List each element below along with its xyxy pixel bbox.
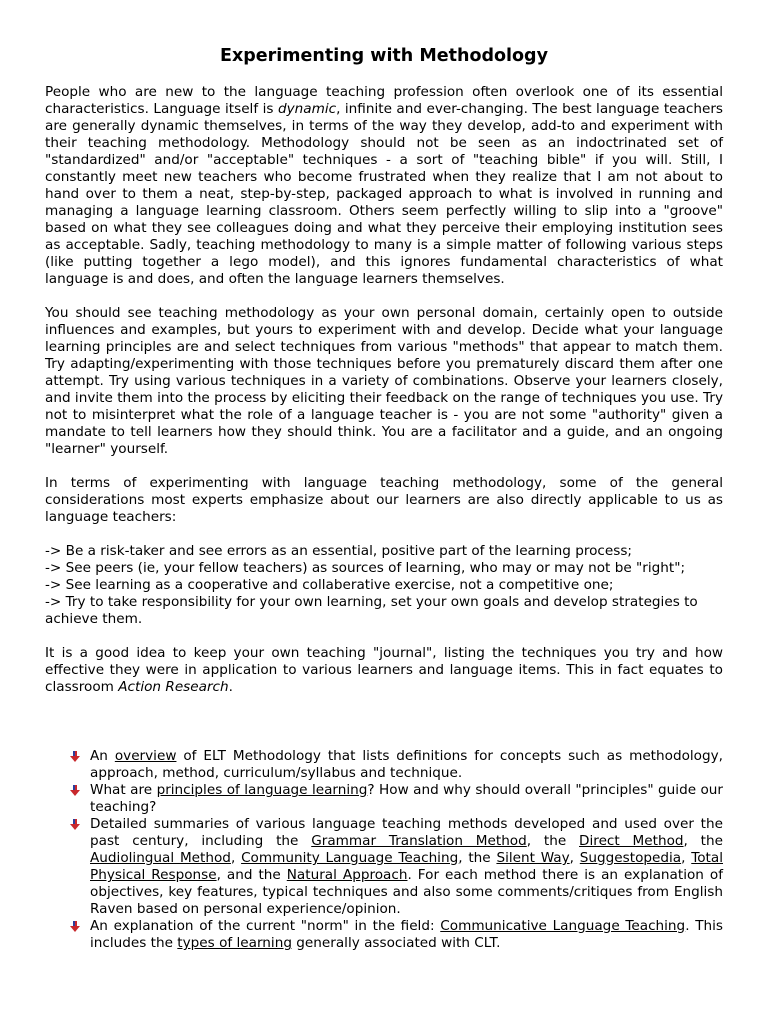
considerations-paragraph: In terms of experimenting with language teaching methodology, some of the general considerations most experts emphasize about our learners are also directly applicable to us as language teachers: bbox=[45, 475, 723, 525]
intro-paragraph bbox=[45, 84, 723, 288]
consideration-item: -> Try to take responsibility for your own learning, set your own goals and develop strategies to achieve them. bbox=[45, 594, 698, 627]
bullet-icon bbox=[69, 920, 81, 933]
separator-text: , bbox=[230, 850, 242, 866]
separator-text: , the bbox=[526, 833, 580, 849]
document-page bbox=[45, 0, 723, 952]
suggestopedia-link[interactable]: Suggestopedia bbox=[579, 850, 682, 866]
direct-method-link[interactable]: Direct Method bbox=[579, 833, 684, 849]
total-physical-response-link[interactable]: Total Physical Response bbox=[90, 850, 723, 883]
intro-emphasis: dynamic bbox=[277, 101, 337, 117]
natural-approach-link[interactable]: Natural Approach bbox=[286, 867, 408, 883]
item-text: generally associated with CLT. bbox=[291, 935, 501, 951]
page-title: Experimenting with Methodology bbox=[220, 46, 548, 66]
audiolingual-link[interactable]: Audiolingual Method bbox=[90, 850, 231, 866]
community-language-link[interactable]: Community Language Teaching bbox=[241, 850, 459, 866]
list-item bbox=[45, 816, 723, 918]
intro-text-end: , infinite and ever-changing. The best language teachers are generally dynamic themselves, in terms of the way they develop, add-to and experiment with their teaching methodology. Methodology should not be seen as an indoctrinated set of "standardized" and/or "acceptable" techniques - a sort of "teaching bible" if you will. Still, I constantly meet new teachers who become frustrated when they realize that I am not about to hand over to them a neat, step-by-step, packaged approach to what is involved in running and managing a language learning classroom. Others seem perfectly willing to slip into a "groove" based on what they see colleagues doing and what they perceive their employing institution sees as acceptable. Sadly, teaching methodology to many is a simple matter of following various steps (like putting together a lego model), and this ignores fundamental characteristics of what language is and does, and often the language learners themselves. bbox=[45, 101, 723, 287]
considerations-list bbox=[45, 543, 723, 628]
action-research-emphasis: Action Research bbox=[118, 679, 229, 695]
journal-text: It is a good idea to keep your own teaching "journal", listing the techniques you try and how effective they were in application to various learners and language items. This in fact equates to classroom bbox=[45, 645, 723, 695]
grammar-translation-link[interactable]: Grammar Translation Method bbox=[311, 833, 527, 849]
list-item bbox=[45, 918, 723, 952]
journal-text-end: . bbox=[228, 679, 233, 695]
clt-link[interactable]: Communicative Language Teaching bbox=[440, 918, 686, 934]
list-item bbox=[45, 748, 723, 782]
bullet-icon bbox=[69, 818, 81, 831]
consideration-item: -> Be a risk-taker and see errors as an essential, positive part of the learning process; bbox=[45, 543, 633, 559]
item-text: . For each method there is an explanation of objectives, key features, typical techniques and also some comments/critiques from English Raven based on personal experience/opinion. bbox=[90, 867, 724, 917]
consideration-item: -> See peers (ie, your fellow teachers) as sources of learning, who may or may not be "right"; bbox=[45, 560, 686, 576]
item-text: An bbox=[90, 748, 115, 764]
silent-way-link[interactable]: Silent Way bbox=[496, 850, 570, 866]
item-text: Detailed summaries of various language teaching methods developed and used over the past century, including the bbox=[90, 816, 723, 849]
overview-link[interactable]: overview bbox=[114, 748, 177, 764]
separator-text: , and the bbox=[216, 867, 287, 883]
item-text: An explanation of the current "norm" in the field: bbox=[90, 918, 441, 934]
item-text: What are bbox=[90, 782, 157, 798]
item-text: . This includes the bbox=[90, 918, 723, 951]
separator-text: , bbox=[569, 850, 580, 866]
journal-paragraph bbox=[45, 645, 723, 696]
separator-text: , the bbox=[683, 833, 723, 849]
list-item bbox=[45, 782, 723, 816]
item-text: ? How and why should overall "principles" guide our teaching? bbox=[90, 782, 724, 815]
intro-text-start: People who are new to the language teaching profession often overlook one of its essential characteristics. Language itself is bbox=[45, 84, 723, 117]
separator-text: , the bbox=[458, 850, 497, 866]
bullet-icon bbox=[69, 750, 81, 763]
separator-text: , bbox=[681, 850, 692, 866]
bullet-icon bbox=[69, 784, 81, 797]
domain-paragraph: You should see teaching methodology as your own personal domain, certainly open to outside influences and examples, but yours to experiment with and develop. Decide what your language learning principles are and select techniques from various "methods" that appear to match them. Try adapting/experimenting with those techniques before you prematurely discard them after one attempt. Try using various techniques in a variety of combinations. Observe your learners closely, and invite them into the process by eliciting their feedback on the range of techniques you use. Try not to misinterpret what the role of a language teacher is - you are not some "authority" given a mandate to tell learners how they should think. You are a facilitator and a guide, and an ongoing "learner" yourself. bbox=[45, 305, 723, 457]
item-text: of ELT Methodology that lists definitions for concepts such as methodology, approach, method, curriculum/syllabus and technique. bbox=[90, 748, 723, 781]
consideration-item: -> See learning as a cooperative and collaberative exercise, not a competitive one; bbox=[45, 577, 614, 593]
resource-links-list bbox=[45, 748, 723, 952]
types-of-learning-link[interactable]: types of learning bbox=[177, 935, 292, 951]
principles-link[interactable]: principles of language learning bbox=[156, 782, 368, 798]
